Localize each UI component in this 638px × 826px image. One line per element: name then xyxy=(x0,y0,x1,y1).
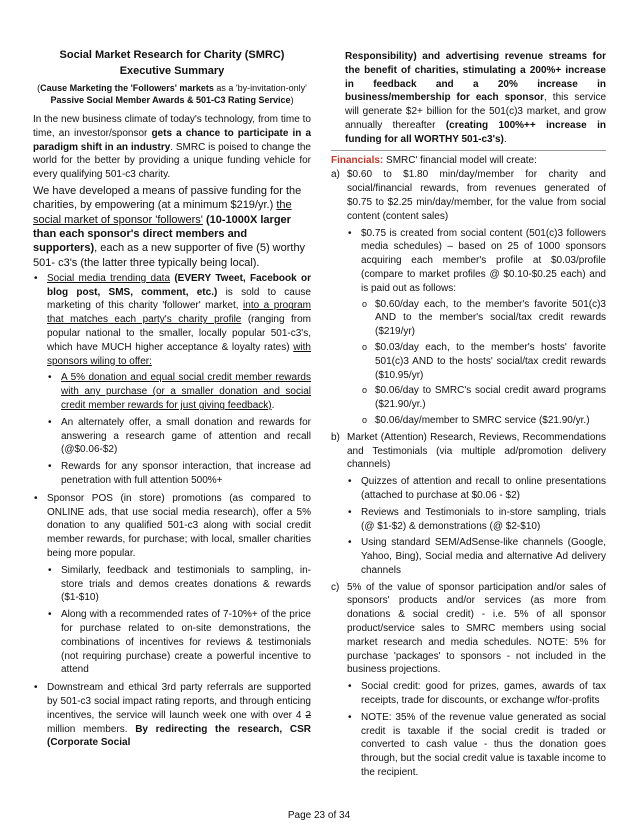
payout-item-2: o $0.03/day each, to the member's hosts' favorite 501(c)3 AND to the hosts' social/tax credit rewards ($10.95/yr) xyxy=(375,341,606,382)
pos-item-1: • Similarly, feedback and testimonials to sampling, in-store trials and demos creates donations & rewards ($1-$10) xyxy=(61,564,311,605)
document-title: Social Market Research for Charity (SMRC) Executive Summary xyxy=(59,49,285,77)
bullet-downstream: • Downstream and ethical 3rd party referrals are supported by 501-c3 social impact rating reports, and through enticing incentives, the service will launch week one with over 4 2 million members. By redirecting the research, CSR (Corporate Social xyxy=(47,681,311,750)
left-column xyxy=(33,48,311,754)
payout-list xyxy=(361,298,606,428)
right-column xyxy=(331,50,606,783)
main-bullet-list xyxy=(33,272,311,750)
offer-item-3: • Rewards for any sponsor interaction, that increase ad penetration with full attention 500%+ xyxy=(61,460,311,488)
section-a-item: • $0.75 is created from social content (501(c)3 followers media schedules) – based on 25 of 1000 sponsors acquiring each member's profile at $0.03/profile (compare to market profiles @ $0.10-$0.25 each) and is paid out as follows: o $0.60/day each, to the member's favorite 501(c)3 AND to the member's social/tax credit rewards ($219/yr) o $0.03/day each, to the member's hosts' favorite 501(c)3 AND to the hosts' social/tax credit rewards ($10.95/yr) o $0.06/day to SMRC's social credit award programs ($21.90/yr.) o $0.06/day/member to SMRC service ($21.90/yr.) xyxy=(361,227,606,428)
section-b-list xyxy=(347,475,606,578)
section-a: a) $0.60 to $1.80 min/day/member for charity and social/financial rewards, from revenues generated of $0.75 to $2.25 min/day/member, for the value from social content (content sales) • $0.75 is created from social content (501(c)3 followers media schedules) – based on 25 of 1000 sponsors acquiring each member's profile at $0.03/profile (compare to market profiles @ $0.10-$0.25 each) and is paid out as follows: o $0.60/day each, to the member's favorite 501(c)3 AND to the member's social/tax credit rewards ($219/yr) o $0.03/day each, to the member's hosts' favorite 501(c)3 AND to the hosts' social/tax credit rewards ($10.95/yr) o $0.06/day to SMRC's social credit award programs ($21.90/yr.) o $0.06/day/member to SMRC service ($21.90/yr.) xyxy=(331,168,606,427)
section-a-list xyxy=(347,227,606,428)
intro-paragraph-2: We have developed a means of passive funding for the charities, by empowering (at a minimum $219/yr.) the social market of sponsor 'followers' (10-1000X larger than each sponsor's direct members and supporters), each as a new supporter of five (5) worthy 501- c3's (the latter three typically being local). xyxy=(33,185,306,269)
section-b-item-1: • Quizzes of attention and recall to online presentations (attached to purchase at $0.06 - $2) xyxy=(361,475,606,503)
document-subtitle: (Cause Marketing the 'Followers' markets as a 'by-invitation-only' Passive Social Member Awards & 501-C3 Rating Service) xyxy=(37,82,307,106)
sponsor-offer-list xyxy=(47,371,311,487)
payout-item-3: o $0.06/day to SMRC's social credit award programs ($21.90/yr.) xyxy=(375,384,606,412)
section-divider xyxy=(331,150,606,151)
offer-item-1: • A 5% donation and equal social credit member rewards with any purchase (or a smaller donation and social credit member rewards for just giving feedback). xyxy=(61,371,311,412)
intro-paragraph-1: In the new business climate of today's technology, from time to time, an investor/sponsor gets a chance to participate in a paradigm shift in an industry. SMRC is poised to change the world for the better by providing a unique funding vehicle for every qualifying 501-c3 charity. xyxy=(33,114,312,181)
payout-item-1: o $0.60/day each, to the member's favorite 501(c)3 AND to the member's social/tax credit rewards ($219/yr) xyxy=(375,298,606,339)
offer-item-2: • An alternately offer, a small donation and rewards for answering a research game of attention and recall (@$0.06-$2) xyxy=(61,416,311,457)
section-b: b) Market (Attention) Research, Reviews, Recommendations and Testimonials (via multiple ad/promotion delivery channels) • Quizzes of attention and recall to online presentations (attached to purchase at $0.06 - $2) • Reviews and Testimonials to in-store sampling, trials (@ $1-$2) & demonstrations (@ $2-$10) • Using standard SEM/AdSense-like channels (Google, Yahoo, Bing), Social media and alternative Ad delivery channels xyxy=(331,431,606,578)
pos-item-2: • Along with a recommended rates of 7-10%+ of the price for purchase related to on-site demonstrations, the combinations of incentives for reviews & testimonials (not requiring purchase) create a powerful incentive to attend xyxy=(61,608,311,677)
bullet-social-media: • Social media trending data (EVERY Tweet, Facebook or blog post, SMS, comment, etc.) is sold to cause marketing of this charity 'follower' market, into a program that matches each party's charity profile (ranging from popular national to the smaller, locally popular 501-c3's, which have MUCH higher acceptance & loyalty rates) with sponsors wiling to offer: • A 5% donation and equal social credit member rewards with any purchase (or a smaller donation and social credit member rewards for just giving feedback). • An alternately offer, a small donation and rewards for answering a research game of attention and recall (@$0.06-$2) • Rewards for any sponsor interaction, that increase ad penetration with full attention 500%+ xyxy=(47,272,311,488)
financials-heading: Financials: SMRC' financial model will create: xyxy=(331,154,537,166)
section-c: c) 5% of the value of sponsor participation and/or sales of sponsors' products and/or services (as more from donations & social credit) - i.e. 5% of all sponsor product/service sales to SMRC members using social market research and media schedules. NOTE: 5% for purchase 'packages' to sponsors - not included in the business projections. • Social credit: good for prizes, games, awards of tax receipts, trade for discounts, or exchange w/for-profits • NOTE: 35% of the revenue value generated as social credit is taxable if the social credit is traded or converted to cash value - thus the donation goes through, but the social credit value is taxable income to the recipient. xyxy=(331,581,606,780)
right-continuation: Responsibility) and advertising revenue streams for the benefit of charities, stimulating a 200%+ increase in feedback and a 20% increase in business/membership for each sponsor, this service will generate $2+ billion for the 501(c)3 market, and grow annually thereafter (creating 100%++ increase in funding for all WORTHY 501-c3's). xyxy=(345,51,607,145)
section-c-item-1: • Social credit: good for prizes, games, awards of tax receipts, trade for discounts, or exchange w/for-profits xyxy=(361,680,606,708)
pos-sub-list xyxy=(47,564,311,677)
page-number: Page 23 of 34 xyxy=(287,810,351,821)
section-b-item-2: • Reviews and Testimonials to in-store sampling, trials (@ $1-$2) & demonstrations (@ $2-$10) xyxy=(361,506,606,534)
section-c-list xyxy=(347,680,606,780)
section-b-item-3: • Using standard SEM/AdSense-like channels (Google, Yahoo, Bing), Social media and alternative Ad delivery channels xyxy=(361,536,606,577)
payout-item-4: o $0.06/day/member to SMRC service ($21.90/yr.) xyxy=(375,414,606,428)
section-c-item-2: • NOTE: 35% of the revenue value generated as social credit is taxable if the social credit is traded or converted to cash value - thus the donation goes through, but the social credit value is taxable income to the recipient. xyxy=(361,711,606,780)
bullet-sponsor-pos: • Sponsor POS (in store) promotions (as compared to ONLINE ads, that use social media research), offer a 5% donation to any qualified 501-c3 along with social credit member rewards, for purchase; with local, smaller charities being more popular. • Similarly, feedback and testimonials to sampling, in-store trials and demos creates donations & rewards ($1-$10) • Along with a recommended rates of 7-10%+ of the price for purchase related to on-site demonstrations, the combinations of incentives for reviews & testimonials (not requiring purchase) create a powerful incentive to attend xyxy=(47,492,311,677)
